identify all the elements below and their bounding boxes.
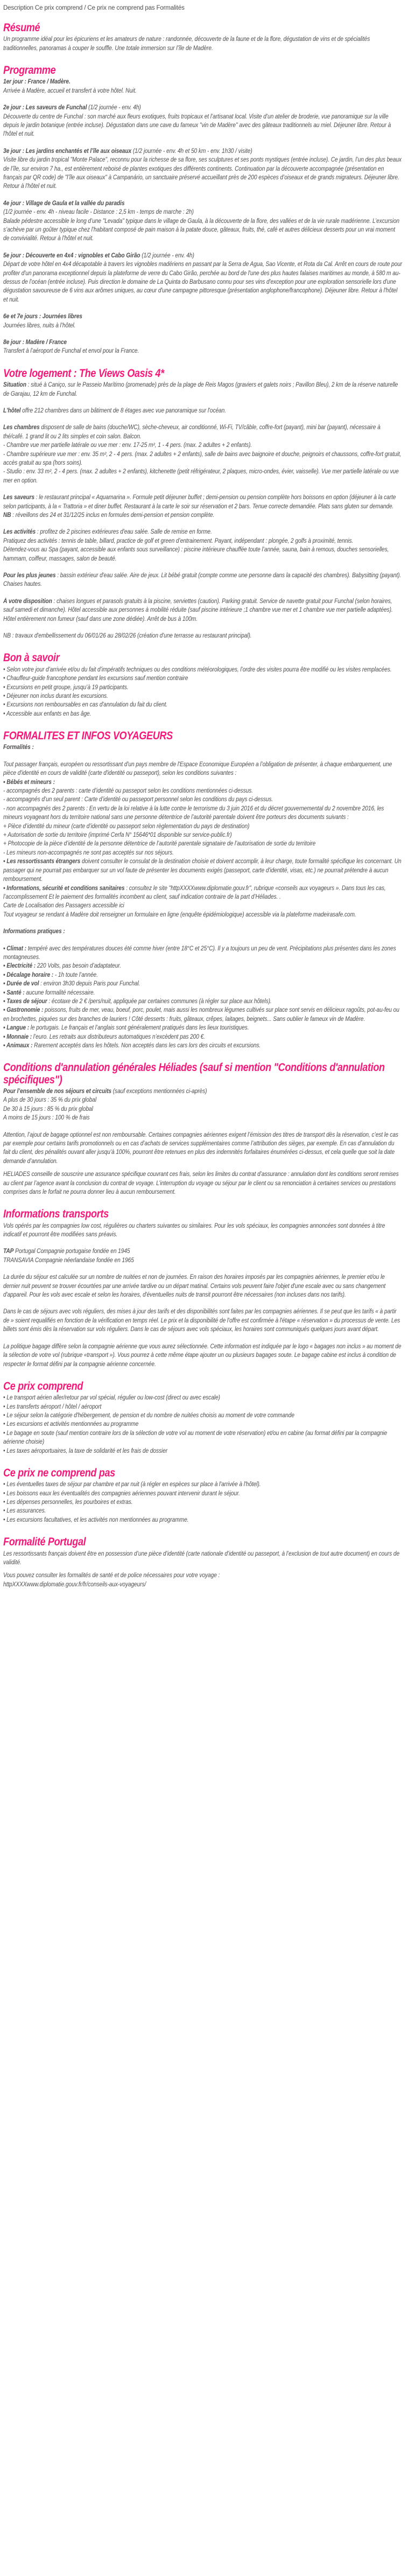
room-type-item: - Chambre supérieure vue mer : env. 35 m², 2 - 4 pers. (max. 2 adultes + 2 enfants), salle de bains avec baignoire et douche, peignoirs et chaussons, coffre-fort gratuit, accès gratuit au spa (hors soins).	[3, 450, 402, 466]
day-heading-text: 3e jour : Les jardins enchantés et l’île aux oiseaux	[3, 147, 132, 155]
airline-tap-label: TAP	[3, 1248, 14, 1255]
transports-baggage-policy: La politique bagage diffère selon la compagnie aérienne que vous aurez sélectionnée. Cette information est indiquée par le logo « bagages non inclus » au moment de la sélection de votre vol (rubrique «transport »). Vous pourrez à cette même étape ajouter un ou plusieurs bagages soute. Le bagage cabine est inclus à condition de respecter le format défini par la compagnie aérienne concernée.	[3, 1342, 402, 1368]
pratique-item	[3, 1006, 403, 1024]
note-item: • Selon votre jour d’arrivée et/ou du fait d’impératifs techniques ou des conditions météorologiques, l’ordre des visites pourra être modifié ou les visites remplacées.	[3, 666, 392, 673]
day-body: Transfert à l’aéroport de Funchal et envol pour la France.	[3, 347, 139, 355]
excluded-item: • Les boissons eaux les éventualités des compagnies aériennes pouvant intervenir durant le séjour.	[3, 1489, 240, 1497]
pratique-label: • Animaux :	[3, 1042, 33, 1049]
note-item: • Excursions en petit groupe, jusqu’à 19 participants.	[3, 683, 129, 691]
day-heading-note: (1/2 journée - env. 4h)	[140, 251, 194, 259]
portugal-id-requirement: Les ressortissants français doivent être en possession d’une pièce d’identité (carte nationale d’identité ou passeport, à l’exclusion de tout autre document) en cours de validité.	[3, 1550, 400, 1566]
pratique-item	[3, 971, 403, 979]
formalites-safety-label: • Informations, sécurité et conditions sanitaires	[3, 884, 125, 892]
section-title-transports: Informations transports	[3, 1208, 109, 1221]
day-heading-text: 2e jour : Les saveurs de Funchal	[3, 104, 87, 111]
resume-body: Un programme idéal pour les épicuriens et les amateurs de nature : randonnée, découverte de la faune et de la flore, dégustation de vins et de spécialités traditionnelles, panoramas à couper le souffle. Une totale immersion sur l’île de Madère.	[3, 36, 370, 52]
hotel-services-label: À votre disposition	[3, 597, 52, 605]
section-title-prix-ne-comprend-pas: Ce prix ne comprend pas	[3, 1467, 115, 1479]
pratique-label: • Climat :	[3, 944, 26, 952]
infos-pratiques-subtitle	[3, 927, 403, 936]
day-heading-note: (1/2 journée - env. 4h et 50 km - env. 1h30 / visite)	[131, 147, 252, 155]
hotel-overview	[3, 407, 403, 415]
note-item: • Déjeuner non inclus durant les excursions.	[3, 692, 108, 699]
day-heading-note: (1/2 journée - env. 4h)	[87, 104, 141, 111]
pratique-item	[3, 989, 403, 997]
formalites-minors-label-text: • Bébés et mineurs :	[3, 778, 55, 786]
excluded-item: • Les assurances.	[3, 1507, 46, 1515]
pratique-text: 220 Volts, pas besoin d’adaptateur.	[36, 962, 121, 970]
included-item: • Le séjour selon la catégorie d'hébergement, de pension et du nombre de nuitées choisis au moment de votre commande	[3, 1411, 294, 1419]
section-title-prix-comprend: Ce prix comprend	[3, 1380, 83, 1392]
pratique-item	[3, 997, 403, 1006]
hotel-dining	[3, 493, 403, 511]
hotel-activities-line2: Pratiquez des activités : tennis de table, billard, practice de golf et green d’entrainement. Payant, indépendant : plongée, 2 golfs à proximité, tennis.	[3, 537, 354, 544]
pratique-label: • Santé :	[3, 989, 25, 996]
room-type-item: - Studio : env. 33 m², 2 - 4 pers. (max. 2 adultes + 2 enfants), kitchenette (petit réfrigérateur, 2 plaques, micro-ondes, évier, vaisselle). Vue mer partielle latérale ou vue mer en option.	[3, 468, 399, 484]
day-heading	[3, 78, 403, 86]
day-heading-text: 5e jour : Découverte en 4x4 : vignobles et Cabo Girão	[3, 251, 140, 259]
formalites-minor-item: - accompagnés des 2 parents : carte d’identité ou passeport selon les conditions mentionnées ci-dessus.	[3, 787, 253, 795]
formalites-foreigners-text: doivent consulter le consulat de la destination choisie et doivent accomplir, à leur charge, toute formalité spécifique les concernant. Un passager qui ne pourrait pas embarquer sur un vol faute de présenter les documents exigés (passeport, carte d'identité, visas, etc.) ne pourrait prétendre à aucun remboursement.	[3, 858, 402, 883]
hotel-dining-nb	[3, 511, 403, 520]
annulation-rate: De 30 à 15 jours : 85 % du prix global	[3, 1105, 93, 1112]
day-heading	[3, 147, 403, 156]
note-item: • Accessible aux enfants en bas âge.	[3, 710, 92, 717]
day-body: Arrivée à Madère, accueil et transfert à votre hôtel. Nuit.	[3, 87, 137, 94]
excluded-item: • Les excursions facultatives, et les activités non mentionnées au programme.	[3, 1516, 189, 1523]
day-heading	[3, 312, 403, 321]
annulation-rate: A plus de 30 jours : 35 % du prix global	[3, 1096, 97, 1104]
annulation-heliades-note: HELIADES conseille de souscrire une assurance spécifique couvrant ces frais, selon les limites du contrat d’assurance : annulation dont les conditions seront remises au client par l’agence avant la conclusion du contrat de voyage. L’interruption du voyage ou séjour par le client ou sa renonciation à certaines services ou prestations comprises dans le forfait ne pourra donner lieu à aucun remboursement.	[3, 1171, 399, 1195]
pratique-label: • Langue :	[3, 1024, 30, 1032]
annulation-attention: Attention, l’ajout de bagage optionnel est non remboursable. Certaines compagnies aériennes exigent l’émission des titres de transport dès la réservation, c’est le cas par exemple pour certains tarifs promotionnels ou en cas d’achats de services supplémentaires comme l’attribution des sièges, par exemple. En cas d’annulation du fait du client, des pénalités ouvant aller jusqu’à 100%, pourront être retenues en plus des indemnités forfaitaires énumérées ci-dessus, et cela quelle que soit la date demande d’annulation.	[3, 1131, 398, 1165]
day-heading-note: (1/2 journée - env. 4h - niveau facile - Distance : 2,5 km - temps de marche : 2h)	[3, 208, 194, 216]
hotel-kids-label: Pour les plus jeunes	[3, 572, 56, 579]
pratique-text: Rarement acceptés dans les hôtels. Non acceptés dans les cars lors des circuits et excursions.	[32, 1042, 261, 1049]
infos-pratiques-subtitle-text: Informations pratiques :	[3, 928, 65, 935]
annulation-intro-label: Pour l’ensemble de nos séjours et circuits	[3, 1087, 111, 1095]
pratique-label: • Durée de vol	[3, 980, 39, 988]
day-heading	[3, 338, 403, 347]
day-heading-text: 1er jour : France / Madère.	[3, 78, 71, 86]
breadcrumb: Description Ce prix comprend / Ce prix ne comprend pas Formalités	[3, 5, 185, 11]
transports-intro: Vols opérés par les compagnies low cost, régulières ou charters suivantes ou similaires. Pour les vols spéciaux, les compagnies annoncées sont données à titre indicatif et pourront être modifiées sans préavis.	[3, 1222, 385, 1238]
hotel-situation	[3, 381, 403, 398]
excluded-item: • Les éventuelles taxes de séjour par chambre et par nuit (à régler en espèces sur place à l'arrivée à l'hôtel).	[3, 1481, 261, 1488]
formalites-safety	[3, 884, 403, 902]
section-title-bon-a-savoir: Bon à savoir	[3, 652, 60, 664]
hotel-dining-nb-text: : réveillons des 24 et 31/12/25 inclus en formules demi-pension et pension complète.	[11, 512, 215, 519]
airline-transavia: TRANSAVIA Compagnie néerlandaise fondée en 1965	[3, 1256, 134, 1264]
section-title-resume: Résumé	[3, 22, 40, 34]
hotel-dining-text: : le restaurant principal « Aquamarina ». Formule petit déjeuner buffet ; demi-pension ou pension complète hors boissons en option (déjeuner à la carte selon participants, à la « Trattoria » et diner buffet. Restaurant à la carte le soir sur réservation et 2 bars. Tenue correcte demandée. Plats sans gluten sur demande.	[3, 494, 396, 510]
day-heading-text: 6e et 7e jours : Journées libres	[3, 313, 82, 320]
room-type-item: - Chambre vue mer partielle latérale ou vue mer : env. 17-25 m², 1 - 4 pers. (max. 2 adultes + 2 enfants).	[3, 442, 252, 449]
pratique-label: • Monnaie :	[3, 1033, 32, 1040]
section-title-formalite-portugal: Formalité Portugal	[3, 1536, 86, 1549]
formalites-subtitle	[3, 743, 403, 752]
hotel-rooms-label: Les chambres	[3, 424, 40, 431]
hotel-kids-text: : bassin extérieur d'eau salée. Aire de jeux. Lit bébé gratuit (compte comme une personne dans la capacité des chambres). Babysitting (payant). Chaises hautes.	[3, 572, 402, 588]
day-heading-text: 8e jour : Madère / France	[3, 339, 67, 346]
hotel-dining-label: Les saveurs	[3, 494, 35, 501]
pratique-text: aucune formalité nécessaire.	[24, 989, 95, 996]
pratique-item	[3, 1041, 403, 1050]
pratique-item	[3, 962, 403, 970]
formalites-minor-item: + Pièce d’identité du mineur (carte d’identité ou passeport selon règlementation du pays de destination)	[3, 822, 250, 830]
pratique-label: • Electricité :	[3, 962, 36, 970]
hotel-overview-text: offre 212 chambres dans un bâtiment de 8 étages avec vue panoramique sur l'océan.	[20, 407, 226, 414]
hotel-activities-text: : profitez de 2 piscines extérieures d'eau salée. Salle de remise en forme.	[36, 528, 212, 536]
hotel-activities-label: Les activités	[3, 528, 36, 536]
pratique-text: l’euro. Les retraits aux distributeurs automatiques n’excèdent pas 200 €.	[32, 1033, 205, 1040]
day-body: Départ de votre hôtel en 4x4 décapotable à travers les vignobles madériens en passant par la Serra de Agua, Sao Vicente, et Rota da Cal. Arrêt en cours de route pour profiter d'un panorama exceptionnel depuis la plateforme de verre du Cabo Girão, perchée au bord de l'une des plus hautes falaises maritimes au monde, à 580 m au-dessus de l’océan (entrée incluse). Puis direction le domaine de La Quinta do Barbusano connu pour ses vins d'exception pour une exploration sensorielle lors d'une dégustation savoureuse de 6 vins aux arômes uniques, au cœur d'une campagne pittoresque (présentation anglophone/francophone). Déjeuner libre. Retour à l'hôtel et nuit.	[3, 261, 403, 303]
note-item: • Excursions non remboursables en cas d'annulation du fait du client.	[3, 701, 168, 709]
day-body: Visite libre du jardin tropical "Monte Palace", reconnu pour la richesse de sa flore, ses sculptures et ses ponts mystiques (entrée incluse). Ce jardin, l’un des plus beaux de l’île, sur environ 7 ha., est entièrement reboisé de plantes exotiques des différents continents. Continuation par la découverte accompagnée (présentation en français par QR code) de "l’île aux oiseaux" à Campanário, un sanctuaire préservé accueillant près de 200 espèces d’oiseaux et de grands migrateurs. Déjeuner libre. Retour à l'hôtel et nuit.	[3, 156, 402, 190]
formalites-minors-label	[3, 778, 403, 787]
formalites-clp-link[interactable]: Carte de Localisation des Passagers accessible ici	[3, 902, 124, 909]
day-body: Journées libres, nuits à l’hôtel.	[3, 321, 76, 329]
pratique-text: le portugais. Le français et l’anglais sont généralement pratiqués dans les lieux touristiques.	[29, 1024, 249, 1032]
airline-tap	[3, 1247, 403, 1256]
day-body: Découverte du centre de Funchal : son marché aux fleurs exotiques, fruits tropicaux et l’artisanat local. Visite d’un atelier de broderie, vue panoramique sur la ville depuis le jardin botanique (entrée incluse). Dégustation dans une cave du fameux "vin de Madère" avec des gâteaux traditionnels au miel. Déjeuner libre. Retour à l'hôtel et nuit.	[3, 113, 391, 138]
formalites-minor-item: + Autorisation de sortie du territoire (imprimé Cerfa N° 15646*01 disponible sur service-public.fr)	[3, 831, 232, 839]
formalites-madeirasafe: Tout voyageur se rendant à Madère doit renseigner un formulaire en ligne (enquête épidémiologique) accessible via la plateforme madeirasafe.com.	[3, 911, 356, 918]
day-heading	[3, 251, 403, 260]
formalites-foreigners	[3, 857, 403, 884]
hotel-kids	[3, 571, 403, 589]
day-heading	[3, 199, 403, 208]
formalites-safety-text: : consultez le site "httpXXXXwww.diplomatie.gouv.fr", rubrique «conseils aux voyageurs ». Dans tous les cas, l’accomplissement Et le paiement des formalités incombent au client, sauf indication contraire de la part d’Héliades. .	[3, 884, 386, 900]
pratique-label: • Gastronomie :	[3, 1006, 44, 1014]
pratique-text: : écotaxe de 2 € /pers/nuit, appliquée par certaines communes (à régler sur place aux hôtels).	[47, 997, 272, 1005]
formalites-minor-item: - accompagnés d’un seul parent : Carte d’identité ou passeport personnel selon les conditions du pays ci-dessus.	[3, 796, 273, 803]
annulation-intro-note: (sauf exceptions mentionnées ci-après)	[111, 1087, 207, 1095]
hotel-situation-label: Situation	[3, 381, 26, 389]
formalites-foreigners-label: • Les ressortissants étrangers	[3, 858, 81, 865]
hotel-rooms	[3, 423, 403, 441]
included-item: • Les excursions et activités mentionnées au programme	[3, 1420, 139, 1428]
hotel-overview-label: L'hôtel	[3, 407, 21, 414]
portugal-consult-note: Vous pouvez consulter les formalités de santé et de police nécessaires pour votre voyage :	[3, 1572, 220, 1579]
airline-tap-text: Portugal Compagnie portugaise fondée en 1945	[13, 1248, 130, 1255]
formalites-minor-item: + Photocopie de la pièce d’identité de la personne détentrice de l’autorité parentale signataire de l’autorisation de sortie du territoire	[3, 840, 316, 848]
included-item: • Les taxes aéroportuaires, la taxe de solidarité et les frais de dossier	[3, 1447, 168, 1454]
pratique-text: poissons, fruits de mer, veau, boeuf, porc, poulet, mais aussi les nombreux légumes cultivés sur place sont servis en délicieux ragoûts, pot-au-feu ou en brochettes, piquées sur des branches de lauriers ! Côté desserts : fruits, gâteaux, crêpes, laitages, beignets... Sans oublier le fameux vin de Madère.	[3, 1006, 399, 1023]
note-item: • Chauffeur-guide francophone pendant les excursions sauf mention contraire	[3, 675, 188, 682]
day-heading	[3, 103, 403, 112]
pratique-item	[3, 944, 403, 962]
pratique-text: tempéré avec des températures douces été comme hiver (entre 18°C et 25°C). Il y a toujours un peu de vent. Précipitations plus présentes dans les zones montagneuses.	[3, 944, 396, 961]
hotel-activities	[3, 528, 403, 536]
formalites-intro: Tout passager français, européen ou ressortissant d'un pays membre de l'Espace Economique Européen a l’obligation de présenter, à chaque embarquement, une pièce d'identité en cours de validité (carte d'identité ou passeport), selon les conditions suivantes :	[3, 760, 392, 777]
day-heading-text: 4e jour : Village de Gaula et la vallée du paradis	[3, 199, 125, 207]
excluded-item: • Les dépenses personnelles, les pourboires et extras.	[3, 1499, 133, 1506]
hotel-works-nb: NB : travaux d'embellissement du 06/01/26 au 28/02/26 (création d'une terrasse au restaurant principal).	[3, 632, 252, 640]
pratique-item	[3, 1033, 403, 1041]
hotel-activities-line3: Détendez-vous au Spa (payant, accessible aux enfants sous surveillance) : piscine intérieure chauffée toute l’année, sauna, bain à remous, douches sensorielles, hammam, coiffeur, massages, salon de beauté.	[3, 546, 389, 562]
formalites-subtitle-text: Formalités :	[3, 744, 34, 751]
hotel-services-text: : chaises longues et parasols gratuits à la piscine, serviettes (caution). Parking gratuit. Service de navette gratuit pour Funchal (selon horaires, sauf samedi et dimanche). Hôtel accessible aux personnes à mobilité réduite (sauf piscine intérieure ;1 chambre vue mer et 1 chambre vue mer partielle adaptées). Hôtel entièrement non fumeur (sauf dans une zone dédiée). Arrêt de bus à 100m.	[3, 597, 393, 622]
hotel-services	[3, 597, 403, 624]
hotel-situation-text: : situé à Caniço, sur le Passeio Marítimo (promenade) près de la plage de Reis Magos (graviers et galets noirs ; Pavillon Bleu), 2 km de la réserve naturelle de Garajau, 12 km de Funchal.	[3, 381, 398, 397]
day-body: Balade pédestre accessible le long d’une "Levada" typique dans le village de Gaula, à la découverte de la flore, des vallées et de la vie rurale madérienne. L’excursion s’achève par un goûter typique chez l’habitant composé de pain maison à la patate douce, gâteaux, fruits, thé, café et autres délicieux desserts pour un vrai moment de convivialité. Retour à l'hôtel et nuit.	[3, 217, 400, 242]
included-item: • Les transferts aéroport / hôtel / aéroport	[3, 1403, 102, 1410]
section-title-formalites: FORMALITES ET INFOS VOYAGEURS	[3, 730, 173, 743]
annulation-rate: A moins de 15 jours : 100 % de frais	[3, 1114, 90, 1122]
pratique-label: • Taxes de séjour	[3, 997, 47, 1005]
included-item: • Le bagage en soute (sauf mention contraire lors de la sélection de votre vol au moment de votre réservation) et/ou en cabine (au format défini par la compagnie aérienne choisie)	[3, 1429, 388, 1446]
pratique-label: • Décalage horaire :	[3, 971, 54, 978]
transports-duration-note: La durée du séjour est calculée sur un nombre de nuitées et non de journées. En raison des horaires imposés par les compagnies aériennes, le premier et/ou le dernier nuit peuvent se trouver écourtées par une arrivée tardive ou un départ matinal. Certains vols peuvent faire l'objet d'une escale avec ou sans changement d'appareil. Pour les vols avec escale et selon les horaires, d'éventuelles nuits de transit pourront être nécessaires (non incluses dans nos tarifs).	[3, 1273, 386, 1299]
formalites-minor-item: - non accompagnés des 2 parents : En vertu de la loi relative à la lutte contre le terrorisme du 3 juin 2016 et du décret gouvernemental du 2 novembre 2016, les mineurs voyageant hors du territoire national sans une personne détentrice de l’autorité parentale doivent être porteurs des documents suivants :	[3, 804, 384, 821]
hotel-rooms-text: disposent de salle de bains (douche/WC), sèche-cheveux, air conditionné, Wi-Fi, TV/câble, coffre-fort (payant), mini bar (payant), nécessaire à thé/café. 1 grand lit ou 2 lits simples et coin salon. Balcon.	[3, 424, 381, 440]
transports-fares-note: Dans le cas de séjours avec vols réguliers, des mises à jour des tarifs et des disponibilités sont faites par les compagnies aériennes. Il se peut que les tarifs « à partir de » soient requalifiés en fonction de la vérification en temps réel. Le prix et la disponibilité de l'offre est confirmée à l'étape « réservation » du processus de vente. Les billets sont émis dès la réservation sur vols réguliers. Dans le cas de séjours avec vols spéciaux, les horaires sont communiqués quelques jours avant départ.	[3, 1308, 400, 1333]
section-title-logement: Votre logement : The Views Oasis 4*	[3, 367, 164, 380]
pratique-item	[3, 1024, 403, 1032]
included-item: • Le transport aérien aller/retour par vol spécial, régulier ou low-cost (direct ou avec escale)	[3, 1394, 220, 1402]
annulation-intro	[3, 1087, 403, 1096]
pratique-text: : environ 3h30 depuis Paris pour Funchal.	[39, 980, 140, 988]
section-title-annulation: Conditions d'annulation générales Héliades (sauf si mention "Conditions d'annulation spécifiques")	[3, 1061, 385, 1086]
pratique-item	[3, 979, 403, 988]
pratique-text: - 1h toute l’année.	[53, 971, 98, 978]
section-title-programme: Programme	[3, 64, 56, 77]
portugal-url[interactable]: httpXXXXwww.diplomatie.gouv.fr/fr/conseils-aux-voyageurs/	[3, 1580, 146, 1588]
hotel-dining-nb-label: NB	[3, 512, 11, 519]
formalites-minor-item: - Les mineurs non-accompagnés ne sont pas acceptés sur nos séjours.	[3, 849, 174, 856]
